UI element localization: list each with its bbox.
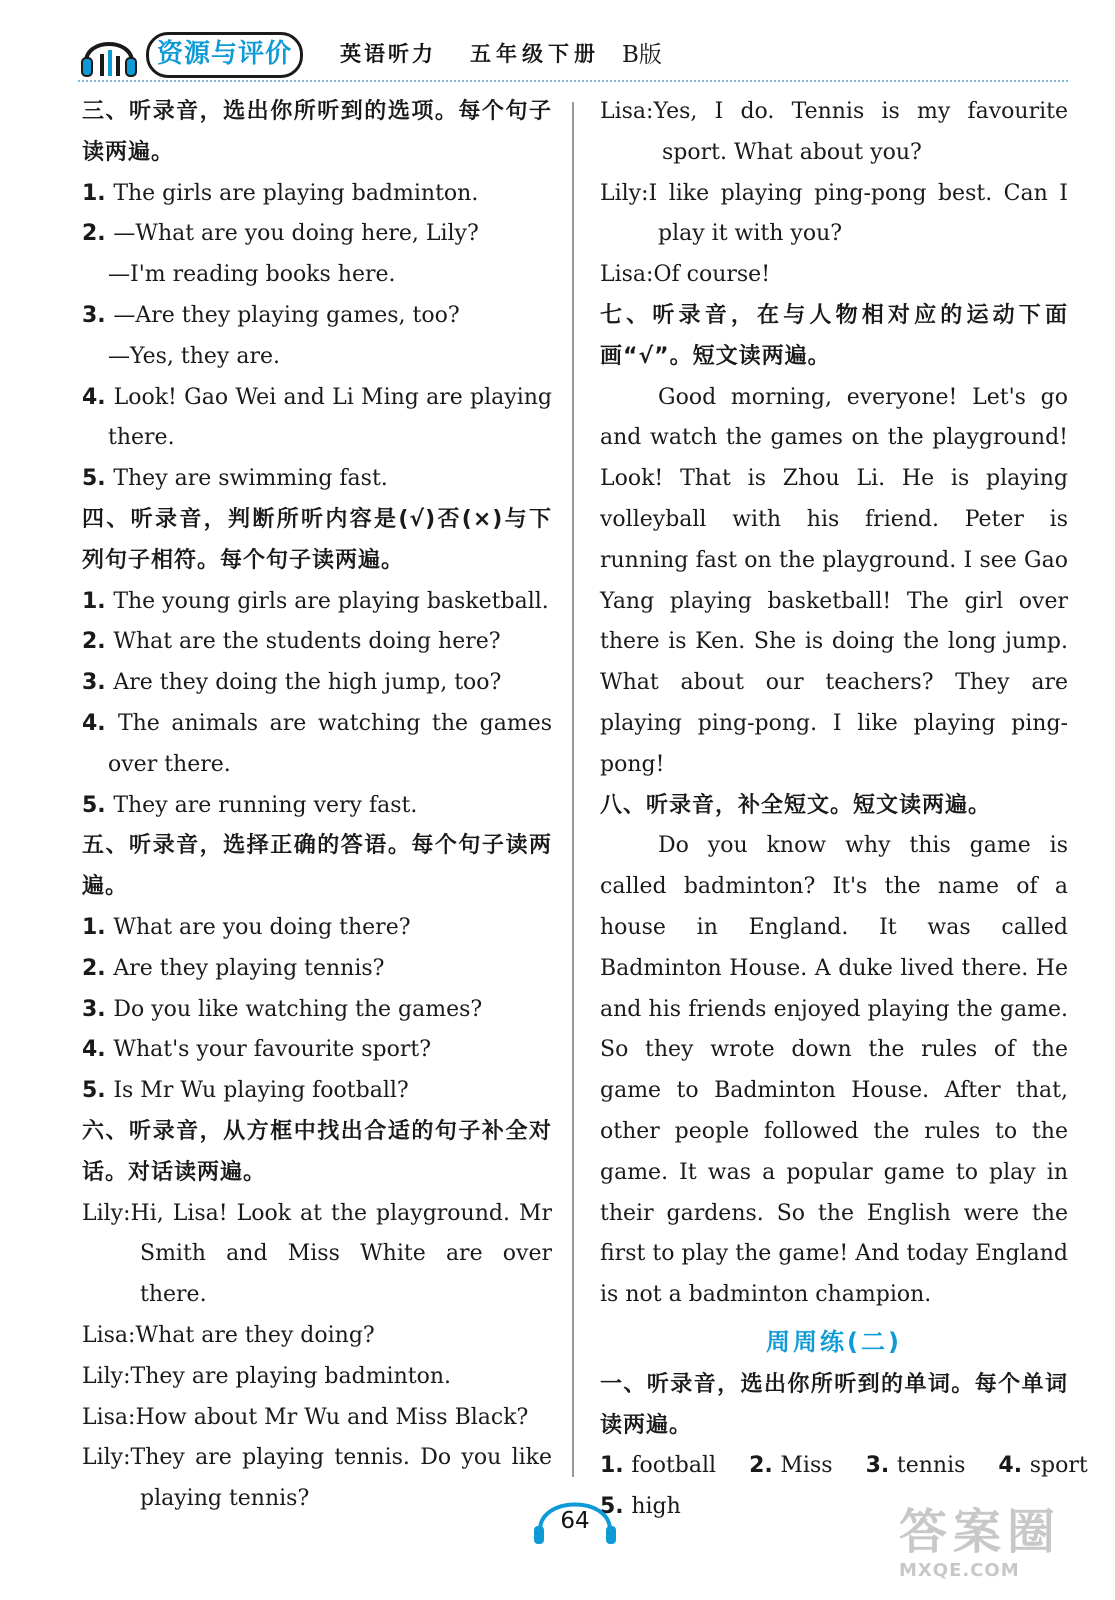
list-item: 1. The girls are playing badminton. bbox=[82, 180, 479, 206]
section-3-title: 三、听录音，选出你所听到的选项。每个句子读两遍。 bbox=[82, 99, 552, 165]
list-item: 2. Are they playing tennis? bbox=[82, 955, 385, 981]
word-item: 2. Miss bbox=[749, 1453, 833, 1479]
dialogue-line: Lily:Hi, Lisa! Look at the playground. Mr Smith and Miss White are over there. bbox=[82, 1200, 552, 1308]
list-item: 1. What are you doing there? bbox=[82, 914, 411, 940]
watermark-text: 答案圈 bbox=[899, 1504, 1062, 1560]
section-7-passage: Good morning, everyone! Let's go and watch the games on the playground! Look! That is Zhou Li. He is playing volleyball with his friend. Peter is running fast on the playground. I see Gao Yang playing basketball! The girl over there is Ken. She is doing the long jump. What about our teachers? They are playing ping-pong. I like playing ping-pong! bbox=[600, 384, 1068, 777]
list-item: 4. What's your favourite sport? bbox=[82, 1037, 432, 1063]
headphones-icon bbox=[78, 28, 140, 80]
header-divider bbox=[78, 80, 1068, 82]
column-divider bbox=[572, 102, 574, 1477]
word-list bbox=[600, 1446, 1088, 1487]
page-footer bbox=[520, 1490, 630, 1550]
list-item: 4. Look! Gao Wei and Li Ming are playing there. bbox=[82, 384, 553, 451]
list-item: 2. —What are you doing here, Lily? bbox=[82, 221, 479, 247]
list-item: 5. They are running very fast. bbox=[82, 792, 418, 818]
watermark-url: MXQE.COM bbox=[899, 1560, 1020, 1581]
weekly-section-1-title: 一、听录音，选出你所听到的单词。每个单词读两遍。 bbox=[600, 1371, 1068, 1438]
word-item: 1. football bbox=[600, 1453, 717, 1479]
page-header bbox=[78, 22, 1038, 92]
left-column bbox=[82, 92, 552, 1520]
list-item: 3. Are they doing the high jump, too? bbox=[82, 670, 502, 696]
dialogue-line: Lily:I like playing ping-pong best. Can I play it with you? bbox=[600, 180, 1068, 247]
page-number: 64 bbox=[560, 1508, 590, 1534]
section-8-title: 八、听录音，补全短文。短文读两遍。 bbox=[600, 792, 992, 818]
dialogue-line: Lily:They are playing badminton. bbox=[82, 1363, 452, 1389]
list-item: 3. Do you like watching the games? bbox=[82, 996, 483, 1022]
section-8-passage: Do you know why this game is called badminton? It's the name of a house in England. It was called Badminton House. A duke lived there. He and his friends enjoyed playing the game. So they wrote down the rules of the game to Badminton House. After that, other people followed the rules to the game. It was a popular game to play in their gardens. So the English were the first to play the game! And today England is not a badminton champion. bbox=[600, 833, 1068, 1308]
section-4-title: 四、听录音，判断所听内容是(√)否(×)与下列句子相符。每个句子读两遍。 bbox=[82, 506, 552, 573]
list-item: 3. —Are they playing games, too? bbox=[82, 302, 460, 328]
list-item: 2. What are the students doing here? bbox=[82, 629, 501, 655]
subject-label: 英语听力 bbox=[340, 42, 436, 66]
list-item: 5. Is Mr Wu playing football? bbox=[82, 1078, 409, 1104]
edition-label: B版 bbox=[622, 42, 662, 68]
dialogue-line: Lisa:Of course! bbox=[600, 262, 771, 288]
section-6-title: 六、听录音，从方框中找出合适的句子补全对话。对话读两遍。 bbox=[82, 1118, 552, 1185]
word-item: 4. sport bbox=[998, 1453, 1088, 1479]
word-item: 5. high bbox=[600, 1494, 681, 1520]
dialogue-line: Lily:They are playing tennis. Do you like playing tennis? bbox=[82, 1445, 552, 1512]
list-item-reply: —Yes, they are. bbox=[108, 343, 281, 369]
section-7-title: 七、听录音，在与人物相对应的运动下面画“√”。短文读两遍。 bbox=[600, 302, 1068, 369]
right-column bbox=[600, 92, 1088, 1528]
watermark bbox=[899, 1504, 1079, 1582]
grade-label: 五年级下册 bbox=[470, 42, 600, 66]
dialogue-line: Lisa:Yes, I do. Tennis is my favourite sport. What about you? bbox=[600, 99, 1068, 165]
list-item: 5. They are swimming fast. bbox=[82, 466, 388, 492]
dialogue-line: Lisa:What are they doing? bbox=[82, 1322, 375, 1348]
dialogue-line: Lisa:How about Mr Wu and Miss Black? bbox=[82, 1404, 529, 1430]
list-item-reply: —I'm reading books here. bbox=[108, 262, 396, 288]
list-item: 4. The animals are watching the games over there. bbox=[82, 710, 553, 777]
word-item: 3. tennis bbox=[865, 1453, 966, 1479]
weekly-practice-title: 周周练(二) bbox=[766, 1327, 902, 1356]
list-item: 1. The young girls are playing basketball. bbox=[82, 588, 549, 614]
brand-title: 资源与评价 bbox=[146, 32, 303, 78]
section-5-title: 五、听录音，选择正确的答语。每个句子读两遍。 bbox=[82, 833, 552, 900]
